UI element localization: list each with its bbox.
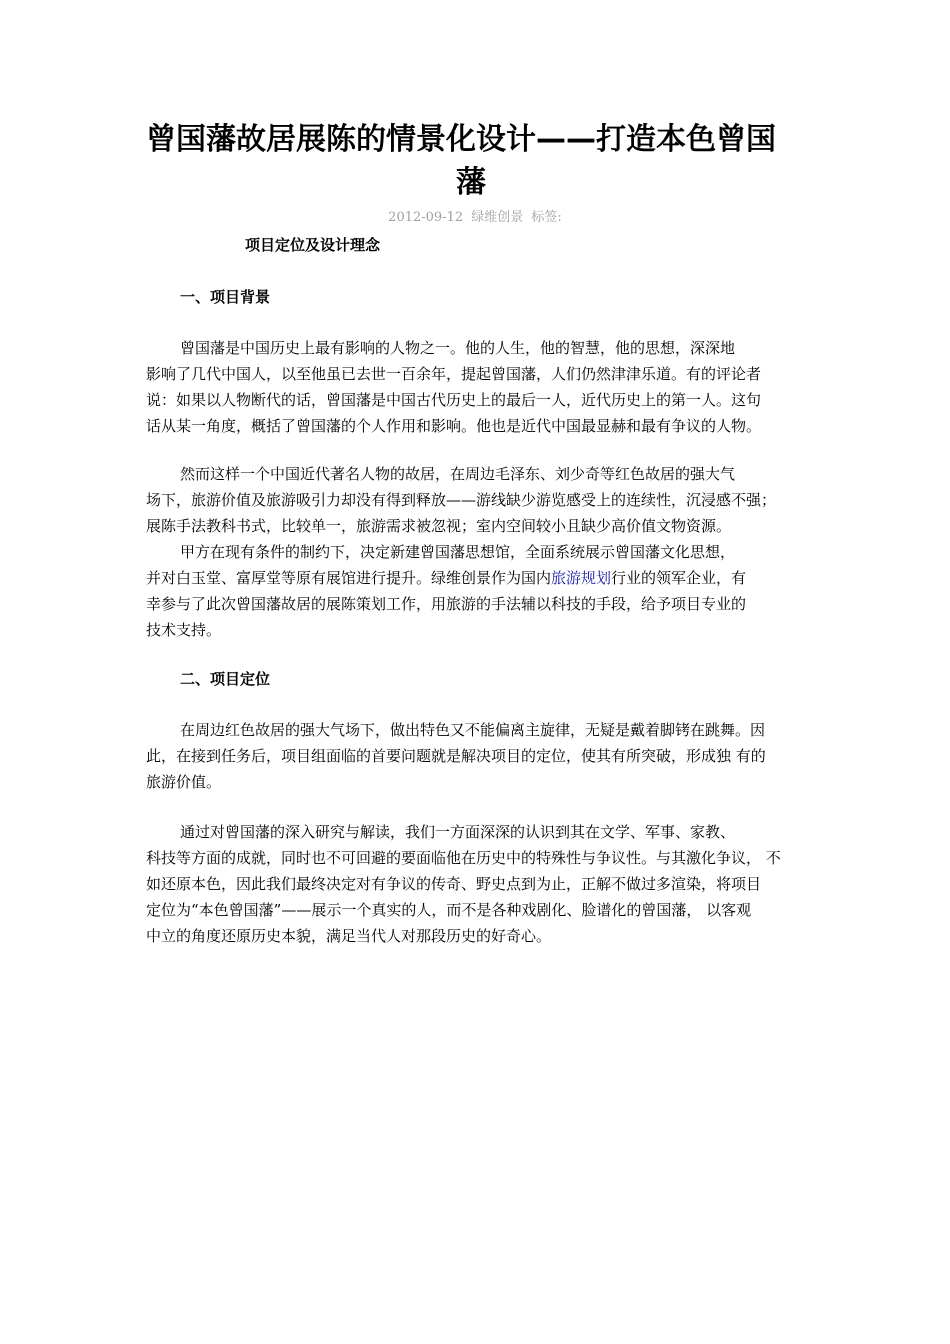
article-subtitle: 项目定位及设计理念 <box>245 236 381 254</box>
text-line: 此，在接到任务后，项目组面临的首要问题就是解决项目的定位，使其有所突破，形成独 有的 <box>146 747 766 765</box>
paragraph-positioning-2 <box>146 819 816 949</box>
text-line: 展陈手法教科书式，比较单一，旅游需求被忽视；室内空间较小且缺少高价值文物资源。 <box>146 517 732 535</box>
article-tags-label: 标签: <box>531 210 562 225</box>
text-line: 话从某一角度，概括了曾国藩的个人作用和影响。他也是近代中国最显赫和最有争议的人物。 <box>146 417 762 435</box>
text-line: 技术支持。 <box>146 621 222 639</box>
text-line: 通过对曾国藩的深入研究与解读，我们一方面深深的认识到其在文学、军事、家教、 <box>180 823 736 841</box>
paragraph-background-3 <box>146 539 816 643</box>
text-line: 场下，旅游价值及旅游吸引力却没有得到释放——游线缺少游览感受上的连续性，沉浸感不强； <box>146 491 777 509</box>
article-title-continued: 藩 <box>456 165 486 200</box>
text-line: 在周边红色故居的强大气场下，做出特色又不能偏离主旋律，无疑是戴着脚铐在跳舞。因 <box>180 721 766 739</box>
article-author: 绿维创景 <box>471 210 524 225</box>
text-segment: 行业的领军企业，有 <box>611 569 747 587</box>
text-line: 旅游价值。 <box>146 773 222 791</box>
section-heading-positioning: 二、项目定位 <box>180 670 271 688</box>
paragraph-positioning-1 <box>146 717 816 795</box>
paragraph-background-2 <box>146 461 816 539</box>
text-line: 曾国藩是中国历史上最有影响的人物之一。他的人生，他的智慧，他的思想，深深地 <box>180 339 736 357</box>
section-heading-background: 一、项目背景 <box>180 288 271 306</box>
text-line: 中立的角度还原历史本貌，满足当代人对那段历史的好奇心。 <box>146 927 552 945</box>
text-segment: 并对白玉堂、富厚堂等原有展馆进行提升。绿维创景作为国内 <box>146 569 552 587</box>
text-line: 定位为“本色曾国藩”——展示一个真实的人，而不是各种戏剧化、脸谱化的曾国藩， 以客观 <box>146 901 752 919</box>
text-line <box>146 565 816 591</box>
text-line: 科技等方面的成就，同时也不可回避的要面临他在历史中的特殊性与争议性。与其激化争议， 不 <box>146 849 781 867</box>
article-title: 曾国藩故居展陈的情景化设计——打造本色曾国 <box>146 122 776 157</box>
text-line: 幸参与了此次曾国藩故居的展陈策划工作，用旅游的手法辅以科技的手段，给予项目专业的 <box>146 595 747 613</box>
article-date: 2012-09-12 <box>388 210 464 225</box>
article-meta <box>0 209 950 227</box>
travel-planning-link[interactable]: 旅游规划 <box>551 569 612 587</box>
text-line: 如还原本色，因此我们最终决定对有争议的传奇、野史点到为止，正解不做过多渲染，将项目 <box>146 875 762 893</box>
paragraph-background-1 <box>146 335 816 439</box>
text-line: 然而这样一个中国近代著名人物的故居，在周边毛泽东、刘少奇等红色故居的强大气 <box>180 465 736 483</box>
text-line: 影响了几代中国人，以至他虽已去世一百余年，提起曾国藩，人们仍然津津乐道。有的评论者 <box>146 365 762 383</box>
text-line: 甲方在现有条件的制约下，决定新建曾国藩思想馆，全面系统展示曾国藩文化思想， <box>180 543 736 561</box>
text-line: 说：如果以人物断代的话，曾国藩是中国古代历史上的最后一人，近代历史上的第一人。这句 <box>146 391 762 409</box>
